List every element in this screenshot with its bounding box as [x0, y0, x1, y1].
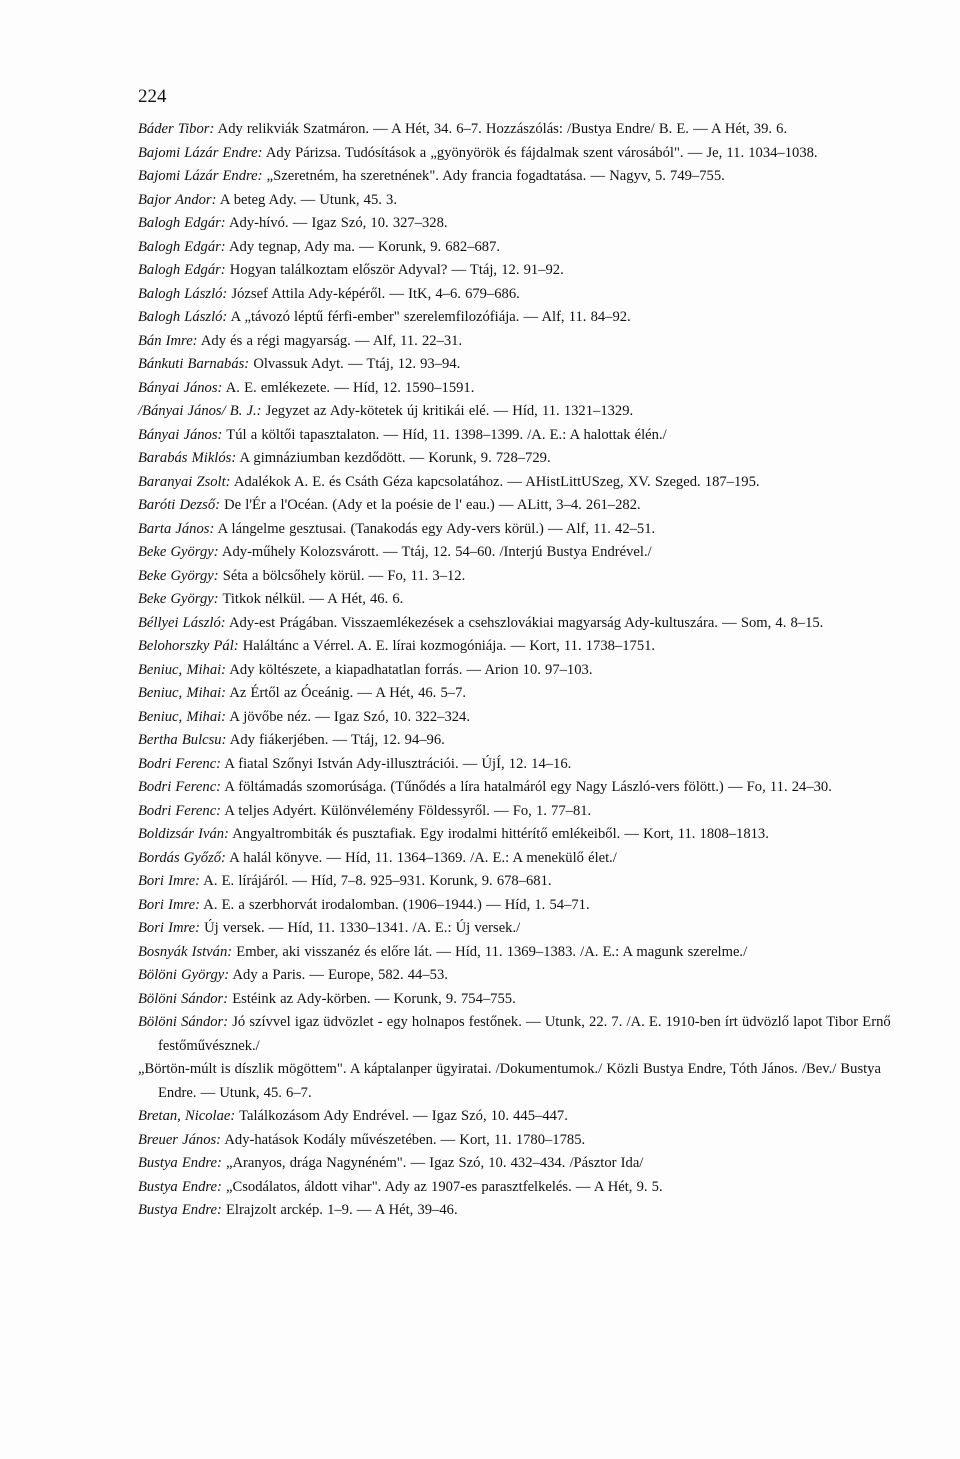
- entry-text: A. E. a szerbhorvát irodalomban. (1906–1944.) — Híd, 1. 54–71.: [199, 896, 590, 913]
- entry-author: Boldizsár Iván:: [138, 826, 229, 842]
- entry-author: Bustya Endre:: [138, 1155, 222, 1171]
- bibliography-entry: [138, 823, 898, 847]
- bibliography-entry: [138, 330, 898, 354]
- entry-text: Angyaltrombiták és pusztafiak. Egy irodalmi hittérítő emlékeiből. — Kort, 11. 1808–1813.: [228, 826, 769, 842]
- entry-text: „Börtön-múlt is díszlik mögöttem". A káptalanper ügyiratai. /Dokumentumok./ Közli Bustya Endre, Tóth János. /Bev./ Bustya Endre. — Utunk, 45. 6–7.: [138, 1061, 881, 1101]
- entry-author: Breuer János:: [138, 1131, 222, 1148]
- entry-text: Séta a bölcsőhely körül. — Fo, 11. 3–12.: [218, 567, 466, 584]
- bibliography-entry: [138, 988, 898, 1012]
- entry-text: A jövőbe néz. — Igaz Szó, 10. 322–324.: [226, 708, 470, 725]
- entry-text: A beteg Ady. — Utunk, 45. 3.: [216, 191, 397, 208]
- entry-author: Bustya Endre:: [138, 1178, 222, 1195]
- entry-text: Túl a költői tapasztalaton. — Híd, 11. 1398–1399. /A. E.: A halottak élén./: [222, 426, 667, 443]
- bibliography-entry: [138, 306, 898, 330]
- bibliography-entry: [138, 1011, 898, 1058]
- entry-text: Az Értől az Óceánig. — A Hét, 46. 5–7.: [226, 685, 467, 701]
- bibliography-entry: [138, 870, 898, 894]
- entry-author: Belohorszky Pál:: [138, 638, 239, 654]
- entry-text: Ady költészete, a kiapadhatatlan forrás. — Arion 10. 97–103.: [226, 661, 593, 678]
- entry-author: Bán Imre:: [138, 332, 198, 349]
- entry-text: Olvassuk Adyt. — Ttáj, 12. 93–94.: [249, 356, 461, 372]
- bibliography-entry: [138, 212, 898, 236]
- entry-text: Ady fiákerjében. — Ttáj, 12. 94–96.: [226, 732, 445, 748]
- bibliography-entry: [138, 471, 898, 495]
- bibliography-entry: [138, 353, 898, 377]
- bibliography-entry: [138, 377, 898, 401]
- entry-text: Ady-hívó. — Igaz Szó, 10. 327–328.: [225, 215, 448, 231]
- entry-author: Balogh Edgár:: [138, 262, 226, 278]
- entry-author: Balogh Edgár:: [138, 215, 226, 231]
- entry-author: Bánkuti Barnabás:: [138, 356, 250, 372]
- entry-text: Haláltánc a Vérrel. A. E. lírai kozmogóniája. — Kort, 11. 1738–1751.: [238, 638, 656, 654]
- entry-author: Beniuc, Mihai:: [138, 661, 227, 678]
- entry-author: Beniuc, Mihai:: [138, 685, 227, 701]
- entry-text: Találkozásom Ady Endrével. — Igaz Szó, 10. 445–447.: [235, 1108, 568, 1124]
- entry-author: /Bányai János/ B. J.:: [138, 403, 262, 419]
- entry-text: Titkok nélkül. — A Hét, 46. 6.: [218, 591, 404, 607]
- bibliography-entry: [138, 635, 898, 659]
- entry-text: A teljes Adyért. Különvélemény Földessyről. — Fo, 1. 77–81.: [221, 802, 592, 819]
- entry-author: Bodri Ferenc:: [138, 802, 222, 819]
- entry-text: A halál könyve. — Híd, 11. 1364–1369. /A. E.: A menekülő élet./: [225, 849, 617, 866]
- entry-text: „Aranyos, drága Nagynéném". — Igaz Szó, 10. 432–434. /Pásztor Ida/: [221, 1155, 644, 1171]
- entry-author: Balogh László:: [138, 309, 228, 325]
- bibliography-entry: [138, 612, 898, 636]
- entry-author: Bretan, Nicolae:: [138, 1108, 236, 1124]
- entry-author: Bajomi Lázár Endre:: [138, 144, 263, 161]
- entry-text: Elrajzolt arckép. 1–9. — A Hét, 39–46.: [221, 1202, 458, 1218]
- bibliography-list: [138, 118, 898, 1223]
- bibliography-entry: [138, 541, 898, 565]
- bibliography-entry: [138, 847, 898, 871]
- bibliography-entry: [138, 1199, 898, 1223]
- entry-text: A. E. emlékezete. — Híd, 12. 1590–1591.: [222, 379, 475, 396]
- bibliography-entry: [138, 776, 898, 800]
- entry-author: Baróti Dezső:: [138, 497, 220, 513]
- bibliography-entry: [138, 964, 898, 988]
- entry-author: Bölöni György:: [138, 967, 230, 983]
- bibliography-entry: [138, 588, 898, 612]
- entry-author: Bajomi Lázár Endre:: [138, 168, 263, 184]
- entry-text: Ady-hatások Kodály művészetében. — Kort, 11. 1780–1785.: [221, 1131, 586, 1148]
- bibliography-entry: [138, 259, 898, 283]
- entry-author: Bányai János:: [138, 379, 223, 396]
- entry-text: Ady tegnap, Ady ma. — Korunk, 9. 682–687.: [225, 238, 501, 255]
- bibliography-entry: [138, 447, 898, 471]
- bibliography-entry: [138, 400, 898, 424]
- entry-text: A föltámadás szomorúsága. (Tűnődés a líra hatalmáról egy Nagy László-vers fölött.) — Fo, 11. 24–30.: [221, 779, 832, 795]
- entry-text: Ady Párizsa. Tudósítások a „gyönyörök és fájdalmak szent városából". — Je, 11. 1034–1038.: [262, 144, 818, 161]
- entry-author: Barta János:: [138, 520, 215, 537]
- entry-text: Jegyzet az Ady-kötetek új kritikái elé. — Híd, 11. 1321–1329.: [261, 403, 634, 419]
- entry-text: A „távozó léptű férfi-ember" szerelemfilozófiája. — Alf, 11. 84–92.: [227, 309, 631, 325]
- entry-text: Estéink az Ady-körben. — Korunk, 9. 754–755.: [228, 990, 516, 1007]
- bibliography-entry: [138, 1176, 898, 1200]
- entry-author: Beniuc, Mihai:: [138, 708, 227, 725]
- entry-text: Ember, aki visszanéz és előre lát. — Híd, 11. 1369–1383. /A. E.: A magunk szerelme./: [232, 943, 748, 960]
- bibliography-entry: [138, 1129, 898, 1153]
- entry-author: Beke György:: [138, 567, 219, 584]
- entry-author: Barabás Miklós:: [138, 450, 237, 466]
- bibliography-entry: [138, 565, 898, 589]
- entry-author: Bustya Endre:: [138, 1202, 222, 1218]
- bibliography-entry: [138, 1152, 898, 1176]
- entry-text: Hogyan találkoztam először Adyval? — Ttáj, 12. 91–92.: [225, 262, 564, 278]
- entry-author: Báder Tibor:: [138, 121, 215, 137]
- entry-author: Bertha Bulcsu:: [138, 732, 227, 748]
- entry-author: Baranyai Zsolt:: [138, 473, 231, 490]
- entry-author: Balogh László:: [138, 285, 228, 302]
- bibliography-entry: [138, 682, 898, 706]
- entry-text: József Attila Ady-képéről. — ItK, 4–6. 679–686.: [227, 285, 520, 302]
- bibliography-entry: [138, 494, 898, 518]
- bibliography-entry: [138, 518, 898, 542]
- bibliography-entry: [138, 917, 898, 941]
- bibliography-entry: [138, 941, 898, 965]
- entry-text: Jó szívvel igaz üdvözlet - egy holnapos festőnek. — Utunk, 22. 7. /A. E. 1910-ben írt üdvözlő lapot Tibor Ernő festőművésznek./: [158, 1014, 891, 1054]
- entry-text: Ady a Paris. — Europe, 582. 44–53.: [229, 967, 448, 983]
- bibliography-entry: [138, 236, 898, 260]
- entry-text: Adalékok A. E. és Csáth Géza kapcsolatához. — AHistLittUSzeg, XV. Szeged. 187–195.: [230, 473, 760, 490]
- entry-author: Bányai János:: [138, 426, 223, 443]
- entry-text: Ady-est Prágában. Visszaemlékezések a csehszlovákiai magyarság Ady-kultuszára. — Som, 4. 8–15.: [225, 614, 824, 631]
- entry-author: Bölöni Sándor:: [138, 1014, 229, 1030]
- entry-text: A fiatal Szőnyi István Ady-illusztrációi. — ÚjÍ, 12. 14–16.: [221, 755, 572, 772]
- entry-text: Ady és a régi magyarság. — Alf, 11. 22–31.: [197, 332, 463, 349]
- entry-text: Ady-műhely Kolozsvárott. — Ttáj, 12. 54–60. /Interjú Bustya Endrével./: [218, 544, 652, 560]
- entry-text: Új versek. — Híd, 11. 1330–1341. /A. E.: Új versek./: [199, 920, 521, 936]
- entry-author: Bosnyák István:: [138, 943, 233, 960]
- entry-author: Bajor Andor:: [138, 191, 217, 208]
- entry-text: „Szeretném, ha szeretnének". Ady francia fogadtatása. — Nagyv, 5. 749–755.: [262, 168, 725, 184]
- bibliography-entry: [138, 189, 898, 213]
- bibliography-entry: [138, 894, 898, 918]
- entry-author: Beke György:: [138, 591, 219, 607]
- entry-author: Bori Imre:: [138, 873, 200, 889]
- bibliography-entry: [138, 118, 898, 142]
- entry-author: Balogh Edgár:: [138, 238, 226, 255]
- entry-text: A lángelme gesztusai. (Tanakodás egy Ady-vers körül.) — Alf, 11. 42–51.: [214, 520, 656, 537]
- entry-author: Bori Imre:: [138, 920, 200, 936]
- bibliography-entry: [138, 659, 898, 683]
- entry-text: De l'Ér a l'Océan. (Ady et la poésie de l' eau.) — ALitt, 3–4. 261–282.: [219, 497, 641, 513]
- entry-author: Beke György:: [138, 544, 219, 560]
- entry-author: Béllyei László:: [138, 614, 226, 631]
- entry-author: Bölöni Sándor:: [138, 990, 229, 1007]
- bibliography-entry: [138, 1058, 898, 1105]
- entry-author: Bori Imre:: [138, 896, 200, 913]
- bibliography-entry: [138, 800, 898, 824]
- entry-text: „Csodálatos, áldott vihar". Ady az 1907-es parasztfelkelés. — A Hét, 9. 5.: [221, 1178, 663, 1195]
- bibliography-entry: [138, 753, 898, 777]
- bibliography-entry: [138, 1105, 898, 1129]
- entry-text: A gimnáziumban kezdődött. — Korunk, 9. 728–729.: [236, 450, 551, 466]
- entry-author: Bodri Ferenc:: [138, 755, 222, 772]
- bibliography-entry: [138, 283, 898, 307]
- entry-text: A. E. lírájáról. — Híd, 7–8. 925–931. Korunk, 9. 678–681.: [199, 873, 552, 889]
- bibliography-entry: [138, 424, 898, 448]
- entry-author: Bordás Győző:: [138, 849, 226, 866]
- entry-text: Ady relikviák Szatmáron. — A Hét, 34. 6–7. Hozzászólás: /Bustya Endre/ B. E. — A Hét, 39. 6.: [214, 121, 788, 137]
- bibliography-entry: [138, 165, 898, 189]
- entry-author: Bodri Ferenc:: [138, 779, 222, 795]
- bibliography-entry: [138, 142, 898, 166]
- bibliography-entry: [138, 706, 898, 730]
- bibliography-entry: [138, 729, 898, 753]
- page-number: 224: [138, 86, 167, 107]
